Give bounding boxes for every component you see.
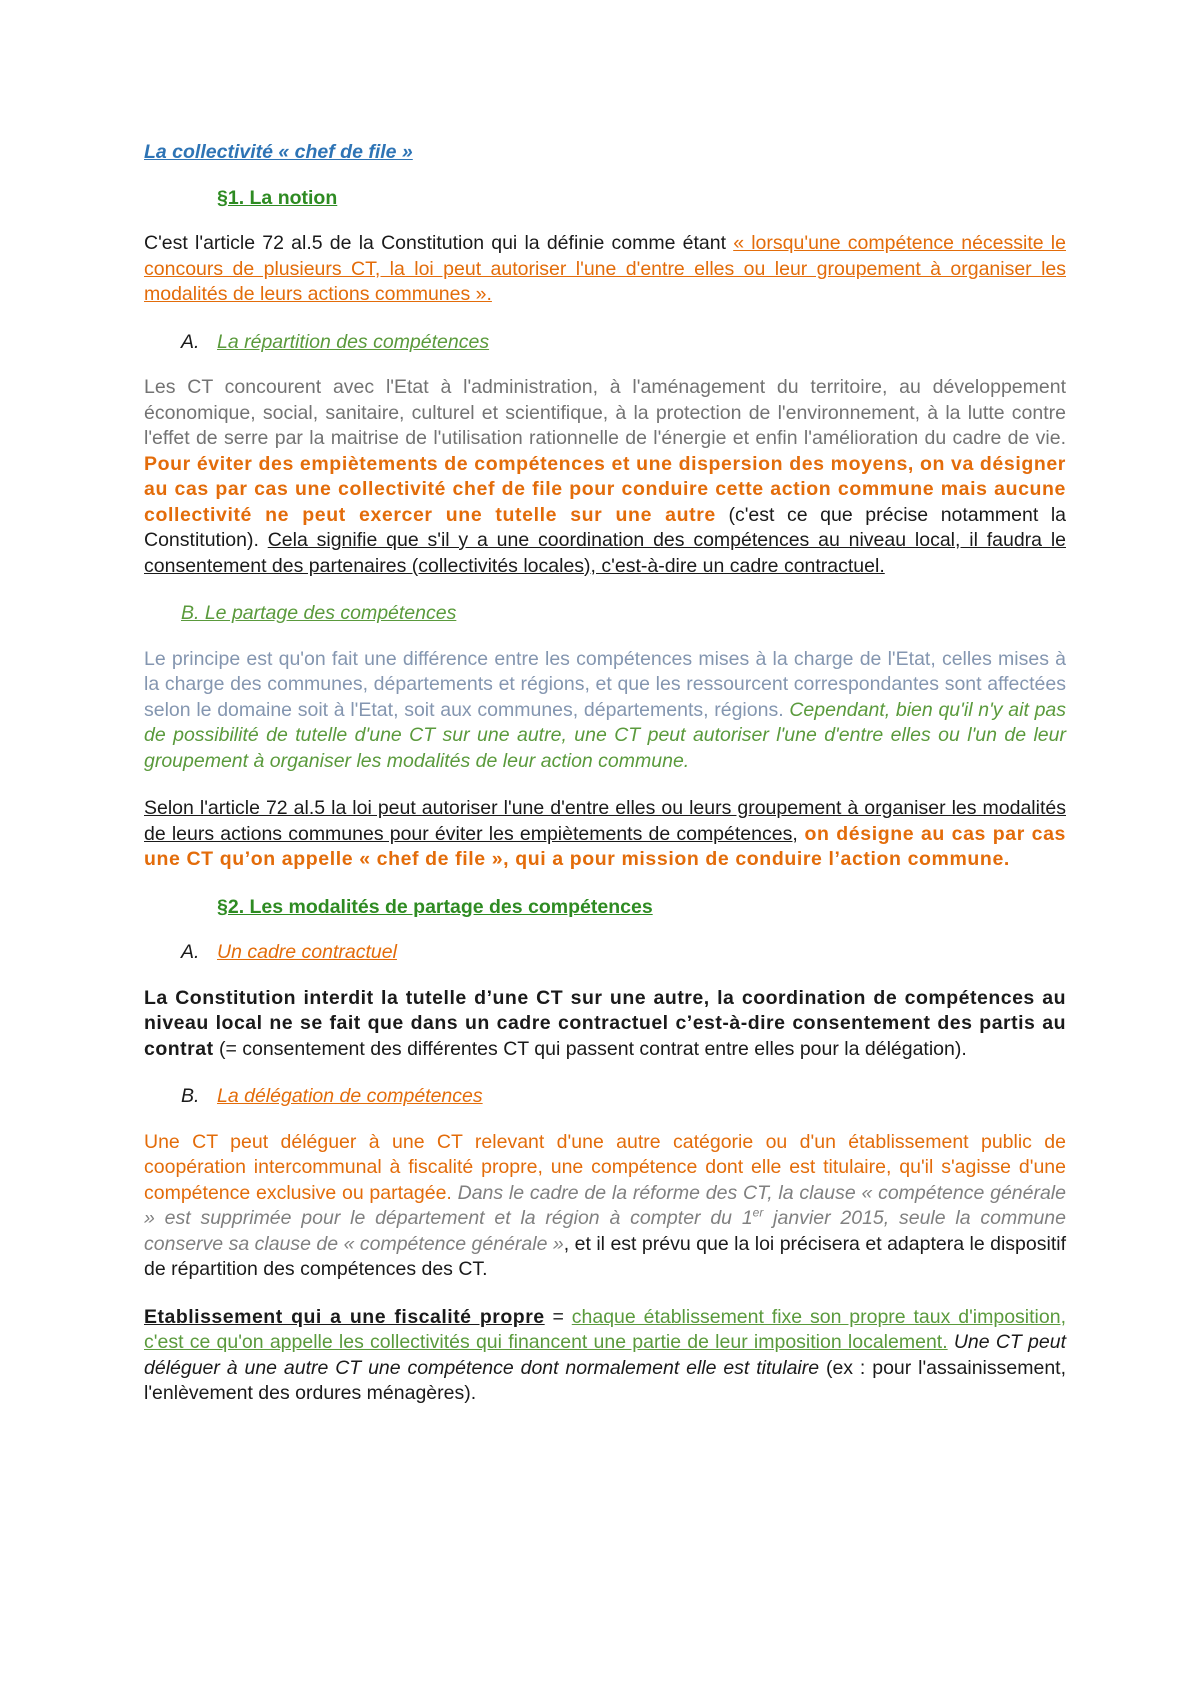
- subsection-2b-label: La délégation de compétences: [217, 1085, 483, 1107]
- paragraph-cadre-contractuel: [144, 986, 1066, 1063]
- fiscalite-term: Etablissement qui a une fiscalité propre: [144, 1305, 545, 1328]
- partage-italic: Cependant, bien qu'il n'y ait pas de possibilité de tutelle d'une CT sur une autre, une CT peut autoriser l'une d'entre elles ou l'un de leur groupement à organiser les modalités de leur action commune.: [144, 698, 1067, 772]
- subsection-2b: [181, 1084, 1066, 1110]
- subsection-2b-letter: B.: [181, 1085, 200, 1107]
- paragraph-definition-intro: C'est l'article 72 al.5 de la Constitution qui la définie comme étant: [144, 232, 734, 254]
- section-1-heading: §1. La notion: [217, 186, 338, 209]
- document-title: La collectivité « chef de file »: [144, 141, 413, 163]
- article-72-emphasis: on désigne au cas par cas une CT qu’on appelle « chef de file », qui a pour mission de conduire l’action commune.: [144, 822, 1066, 870]
- paragraph-partage: [144, 647, 1066, 775]
- subsection-1b: [181, 601, 1066, 627]
- subsection-1a: [181, 330, 1066, 356]
- paragraph-fiscalite: [144, 1305, 1066, 1407]
- paragraph-definition: [144, 231, 1066, 308]
- paragraph-article-72: [144, 796, 1066, 873]
- section-2-heading: §2. Les modalités de partage des compétences: [217, 895, 653, 918]
- subsection-2a-label: Un cadre contractuel: [217, 941, 397, 963]
- subsection-2a-letter: A.: [181, 941, 200, 963]
- cadre-contractuel-note: (= consentement des différentes CT qui passent contrat entre elles pour la délégation).: [213, 1037, 967, 1060]
- cadre-contractuel-bold: La Constitution interdit la tutelle d’une CT sur une autre, la coordination de compétences au niveau local ne se fait que dans un cadre contractuel c’est-à-dire consentement des partis au contrat: [144, 986, 1066, 1060]
- subsection-2a: [181, 940, 1066, 966]
- subsection-1b-label: B. Le partage des compétences: [181, 602, 457, 624]
- repartition-emphasis: Pour éviter des empiètements de compétences et une dispersion des moyens, on va désigner au cas par cas une collectivité chef de file pour conduire cette action commune mais aucune collectivité ne peut exercer une tutelle sur une autre: [144, 452, 1066, 526]
- partage-text: Le principe est qu'on fait une différence entre les compétences mises à la charge de l'Etat, celles mises à la charge des communes, départements et régions, et que les ressourcent correspondantes sont affectées selon le domaine soit à l'Etat, soit aux communes, départements, régions.: [144, 647, 1066, 721]
- paragraph-repartition: [144, 375, 1066, 579]
- fiscalite-example: (ex : pour l'assainissement, l'enlèvement des ordures ménagères).: [144, 1356, 1066, 1404]
- delegation-conclusion: , et il est prévu que la loi précisera et adaptera le dispositif de répartition des compétences des CT.: [144, 1232, 1066, 1280]
- article-72-text: Selon l'article 72 al.5 la loi peut autoriser l'une d'entre elles ou leurs groupement à organiser les modalités de leurs actions communes pour éviter les empiètements de compétences,: [144, 797, 1066, 845]
- repartition-note: (c'est ce que précise notamment la Constitution).: [144, 503, 1066, 551]
- delegation-text: Une CT peut déléguer à une CT relevant d'une autre catégorie ou d'un établissement public de coopération intercommunal à fiscalité propre, une compétence dont elle est titulaire, qu'il s'agisse d'une compétence exclusive ou partagée.: [144, 1130, 1066, 1204]
- subsection-1a-letter: A.: [181, 330, 200, 353]
- delegation-reforme-end: janvier 2015, seule la commune conserve sa clause de « compétence générale »: [144, 1207, 1066, 1255]
- subsection-1a-label: La répartition des compétences: [217, 330, 490, 353]
- constitution-quote: « lorsqu'une compétence nécessite le concours de plusieurs CT, la loi peut autoriser l'une d'entre elles ou leur groupement à organiser les modalités de leurs actions communes ».: [144, 232, 1066, 305]
- repartition-text: Les CT concourent avec l'Etat à l'administration, à l'aménagement du territoire, au développement économique, social, sanitaire, culturel et scientifique, à la protection de l'environnement, à la lutte contre l'effet de serre par la maitrise de l'utilisation rationnelle de l'énergie et enfin l'amélioration du cadre de vie.: [144, 376, 1066, 449]
- delegation-superscript: er: [752, 1205, 764, 1220]
- fiscalite-italic: Une CT peut déléguer à une autre CT une compétence dont normalement elle est titulaire: [144, 1331, 1066, 1379]
- repartition-conclusion: Cela signifie que s'il y a une coordination des compétences au niveau local, il faudra le consentement des partenaires (collectivités locales), c'est-à-dire un cadre contractuel.: [144, 529, 1066, 577]
- fiscalite-equals: =: [544, 1305, 572, 1328]
- delegation-reforme: Dans le cadre de la réforme des CT, la clause « compétence générale » est supprimée pour le département et la région à compter du 1: [144, 1181, 1066, 1229]
- document-page: [144, 140, 1066, 1429]
- paragraph-delegation: [144, 1130, 1066, 1283]
- fiscalite-definition: chaque établissement fixe son propre taux d'imposition, c'est ce qu'on appelle les collectivités qui financent une partie de leur imposition localement.: [144, 1305, 1066, 1353]
